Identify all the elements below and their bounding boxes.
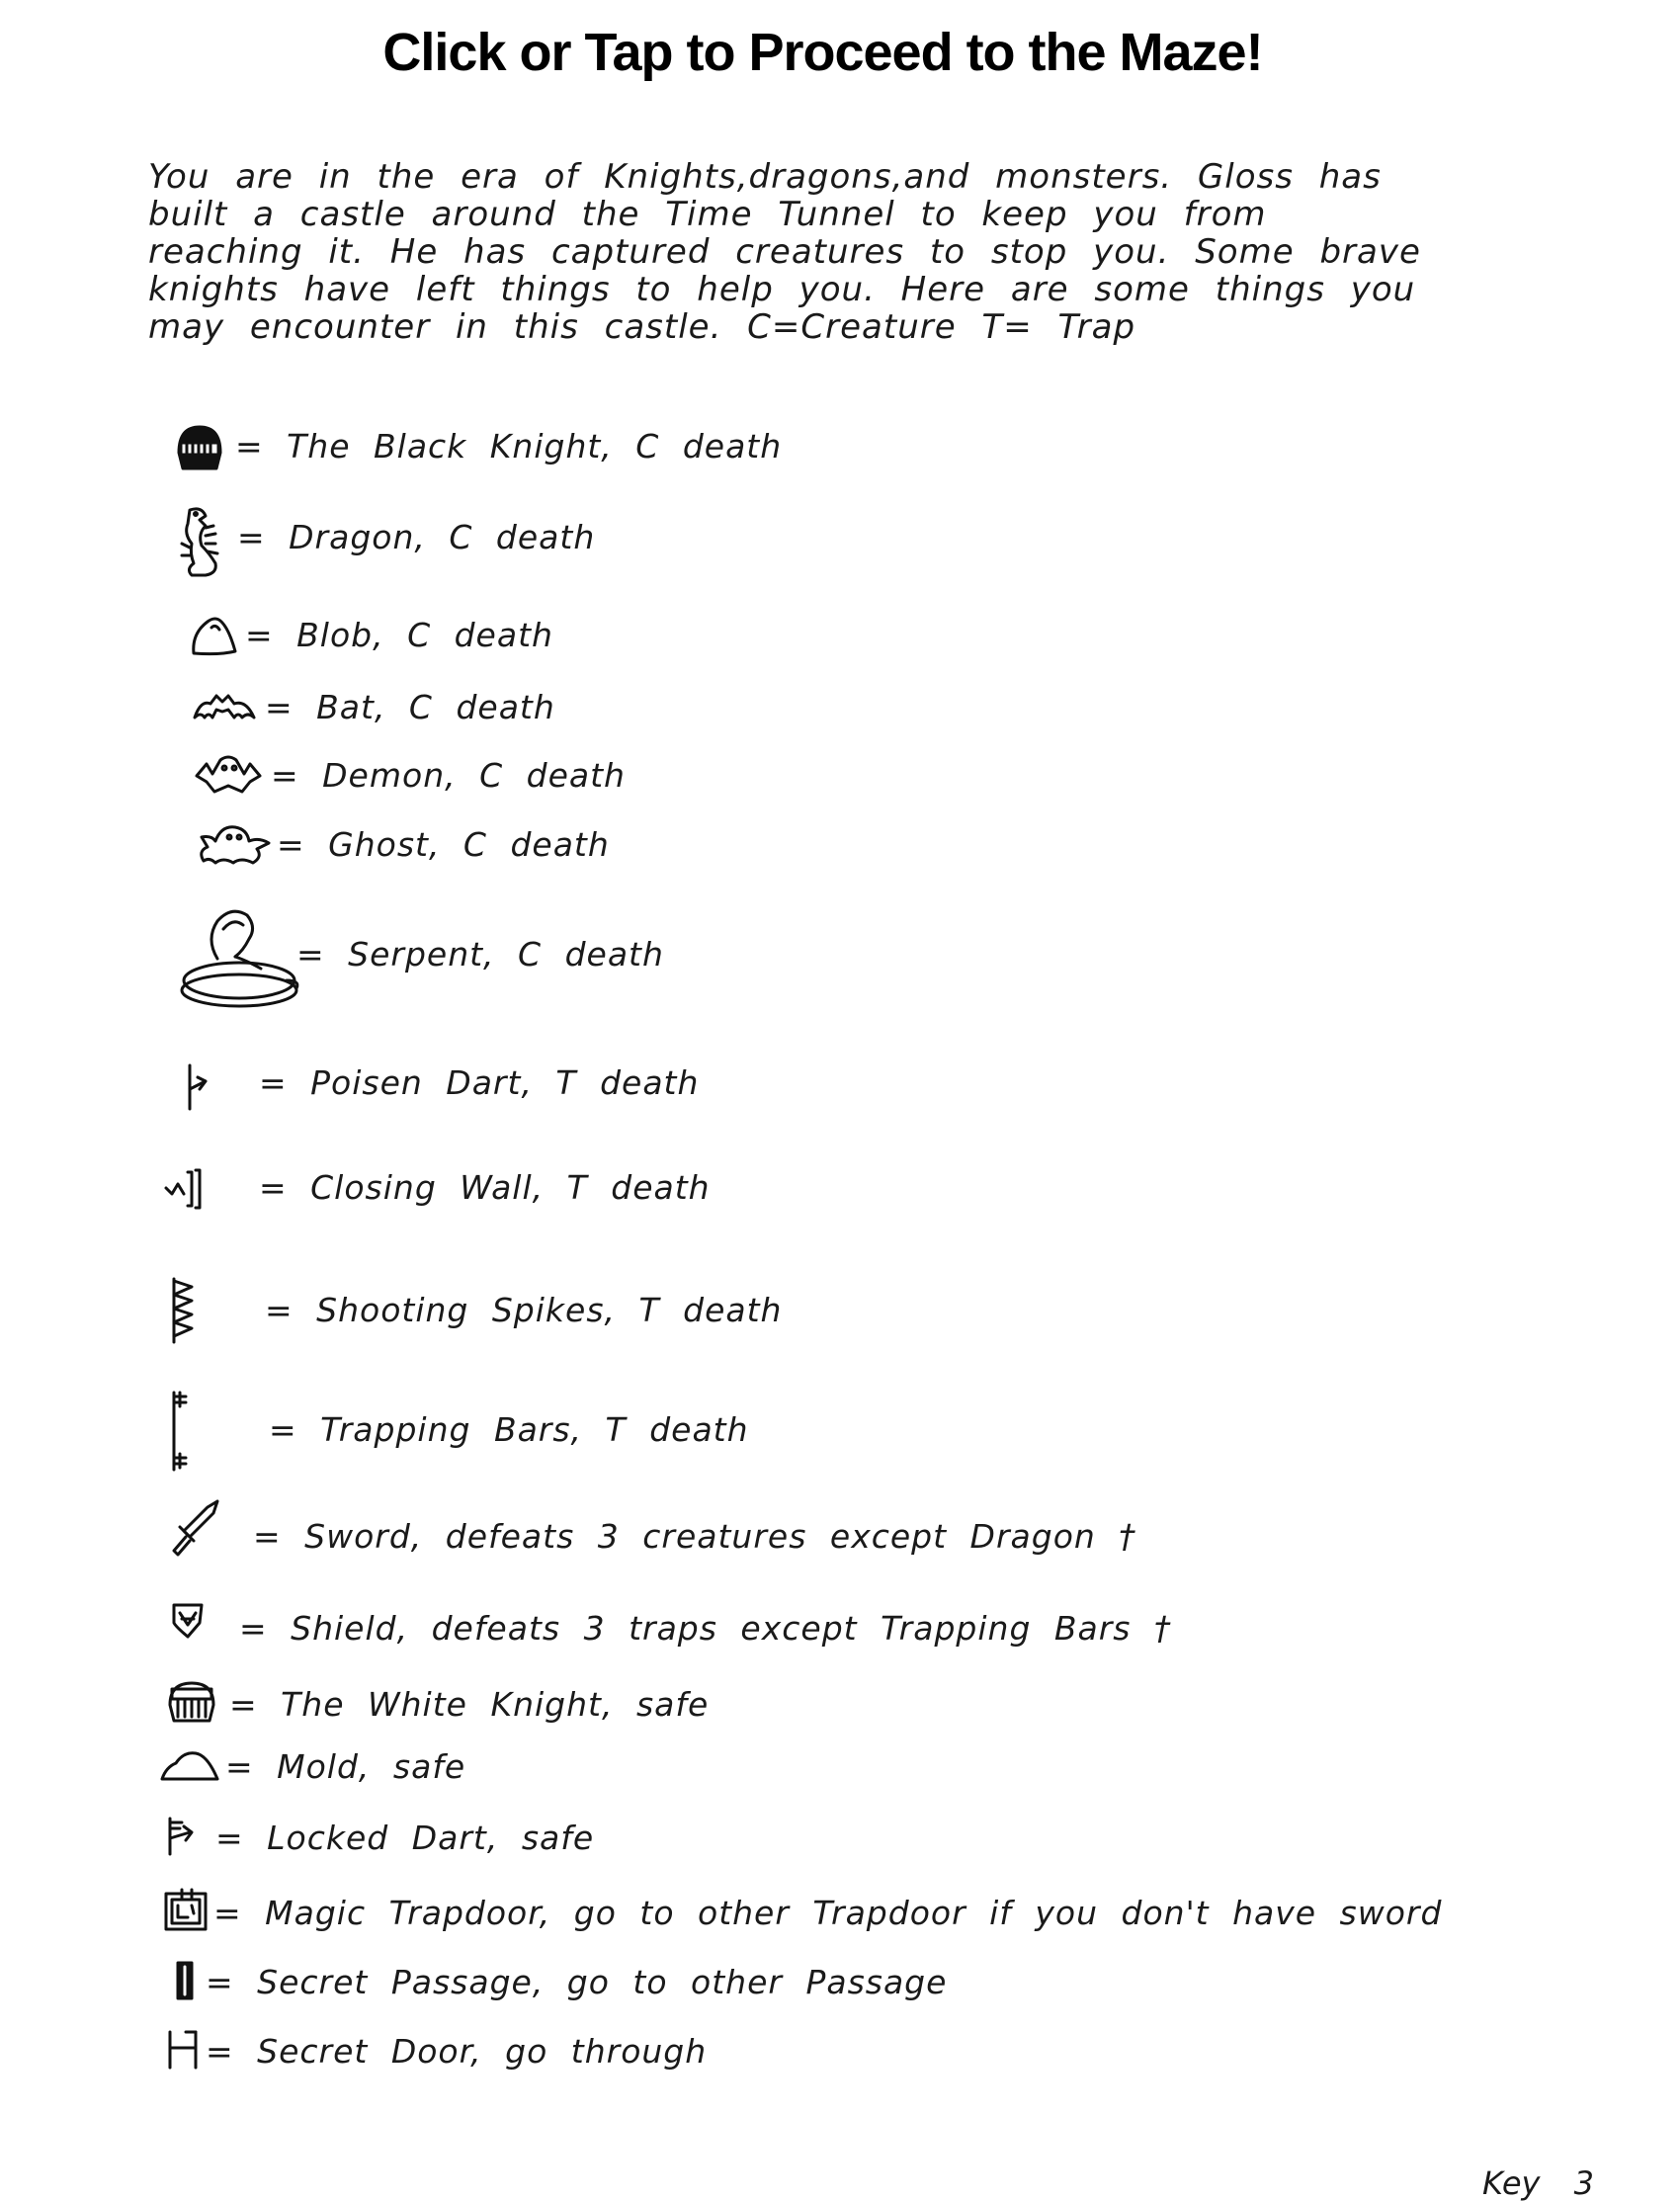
- black-knight-helmet-icon: [173, 423, 226, 472]
- legend-label: = Locked Dart, safe: [215, 1819, 595, 1857]
- white-knight-helmet-icon: [164, 1677, 219, 1725]
- legend-label: = The Black Knight, C death: [235, 427, 783, 466]
- legend-item-ghost: [0, 815, 1581, 875]
- legend-label: = Sword, defeats 3 creatures except Dragon †: [253, 1517, 1136, 1556]
- bat-icon: [193, 690, 258, 723]
- intro-paragraph: [148, 158, 1561, 346]
- intro-line: built a castle around the Time Tunnel to keep you from: [148, 195, 1267, 234]
- legend-label: = Blob, C death: [245, 616, 553, 654]
- legend-item-dragon: [0, 504, 1581, 563]
- legend-label: = Shooting Spikes, T death: [265, 1291, 783, 1329]
- blob-icon: [190, 614, 239, 657]
- legend-item-serpent: [0, 899, 1581, 974]
- legend-item-shooting-spikes: [0, 1275, 1581, 1334]
- legend-item-sword: [0, 1497, 1581, 1557]
- ghost-icon: [194, 821, 273, 867]
- shield-icon: [170, 1601, 206, 1639]
- legend-item-demon: [0, 746, 1581, 805]
- poison-dart-icon: [182, 1061, 210, 1113]
- legend-label: = Mold, safe: [225, 1747, 466, 1786]
- legend-label: = Ghost, C death: [277, 825, 610, 864]
- intro-line: You are in the era of Knights,dragons,and monsters. Gloss has: [148, 157, 1382, 197]
- legend-label: = Trapping Bars, T death: [269, 1410, 749, 1449]
- proceed-to-maze-link[interactable]: Click or Tap to Proceed to the Maze!: [382, 23, 1263, 82]
- legend-label: = Poisen Dart, T death: [259, 1063, 700, 1102]
- intro-line: knights have left things to help you. Here are some things you: [148, 270, 1416, 309]
- legend-label: = Shield, defeats 3 traps except Trapping Bars †: [239, 1609, 1172, 1648]
- legend-label: = Magic Trapdoor, go to other Trapdoor if you don't have sword: [213, 1894, 1443, 1932]
- serpent-icon: [178, 899, 302, 1008]
- legend-item-black-knight: [0, 415, 1581, 474]
- intro-line: reaching it. He has captured creatures to stop you. Some brave: [148, 232, 1421, 272]
- legend-label: = Dragon, C death: [237, 518, 596, 556]
- legend-label: = Serpent, C death: [296, 935, 664, 974]
- locked-dart-icon: [164, 1815, 200, 1858]
- intro-line: may encounter in this castle. C=Creature T= Trap: [148, 307, 1136, 347]
- secret-passage-icon: [174, 1959, 198, 2002]
- legend-item-locked-dart: [0, 1811, 1581, 1870]
- legend-item-blob: [0, 608, 1581, 667]
- demon-icon: [193, 752, 264, 796]
- legend-item-trapping-bars: [0, 1389, 1581, 1448]
- mold-icon: [158, 1745, 221, 1785]
- magic-trapdoor-icon: [162, 1888, 211, 1933]
- legend-item-bat: [0, 680, 1581, 739]
- legend-label: = Bat, C death: [265, 688, 555, 726]
- trapping-bars-icon: [168, 1389, 198, 1474]
- legend-item-white-knight: [0, 1673, 1581, 1733]
- page-footer: [1482, 2164, 1594, 2202]
- legend-label: = The White Knight, safe: [229, 1685, 710, 1724]
- sword-icon: [168, 1497, 223, 1559]
- closing-wall-icon: [162, 1166, 206, 1210]
- legend-item-closing-wall: [0, 1156, 1581, 1216]
- legend-label: = Secret Passage, go to other Passage: [206, 1963, 948, 2001]
- shooting-spikes-icon: [168, 1275, 200, 1346]
- legend-label: = Secret Door, go through: [206, 2032, 708, 2071]
- legend-item-secret-passage: [0, 1955, 1581, 2014]
- legend-label: = Demon, C death: [271, 756, 626, 795]
- key-label: Key: [1482, 2164, 1541, 2202]
- legend-item-mold: [0, 1741, 1581, 1801]
- legend-label: = Closing Wall, T death: [259, 1168, 711, 1207]
- legend-item-poison-dart: [0, 1056, 1581, 1115]
- dragon-icon: [176, 504, 225, 581]
- secret-door-icon: [164, 2028, 204, 2072]
- legend-item-magic-trapdoor: [0, 1886, 1581, 1945]
- legend-item-secret-door: [0, 2024, 1581, 2083]
- page-number: 3: [1573, 2164, 1594, 2202]
- legend-item-shield: [0, 1599, 1581, 1658]
